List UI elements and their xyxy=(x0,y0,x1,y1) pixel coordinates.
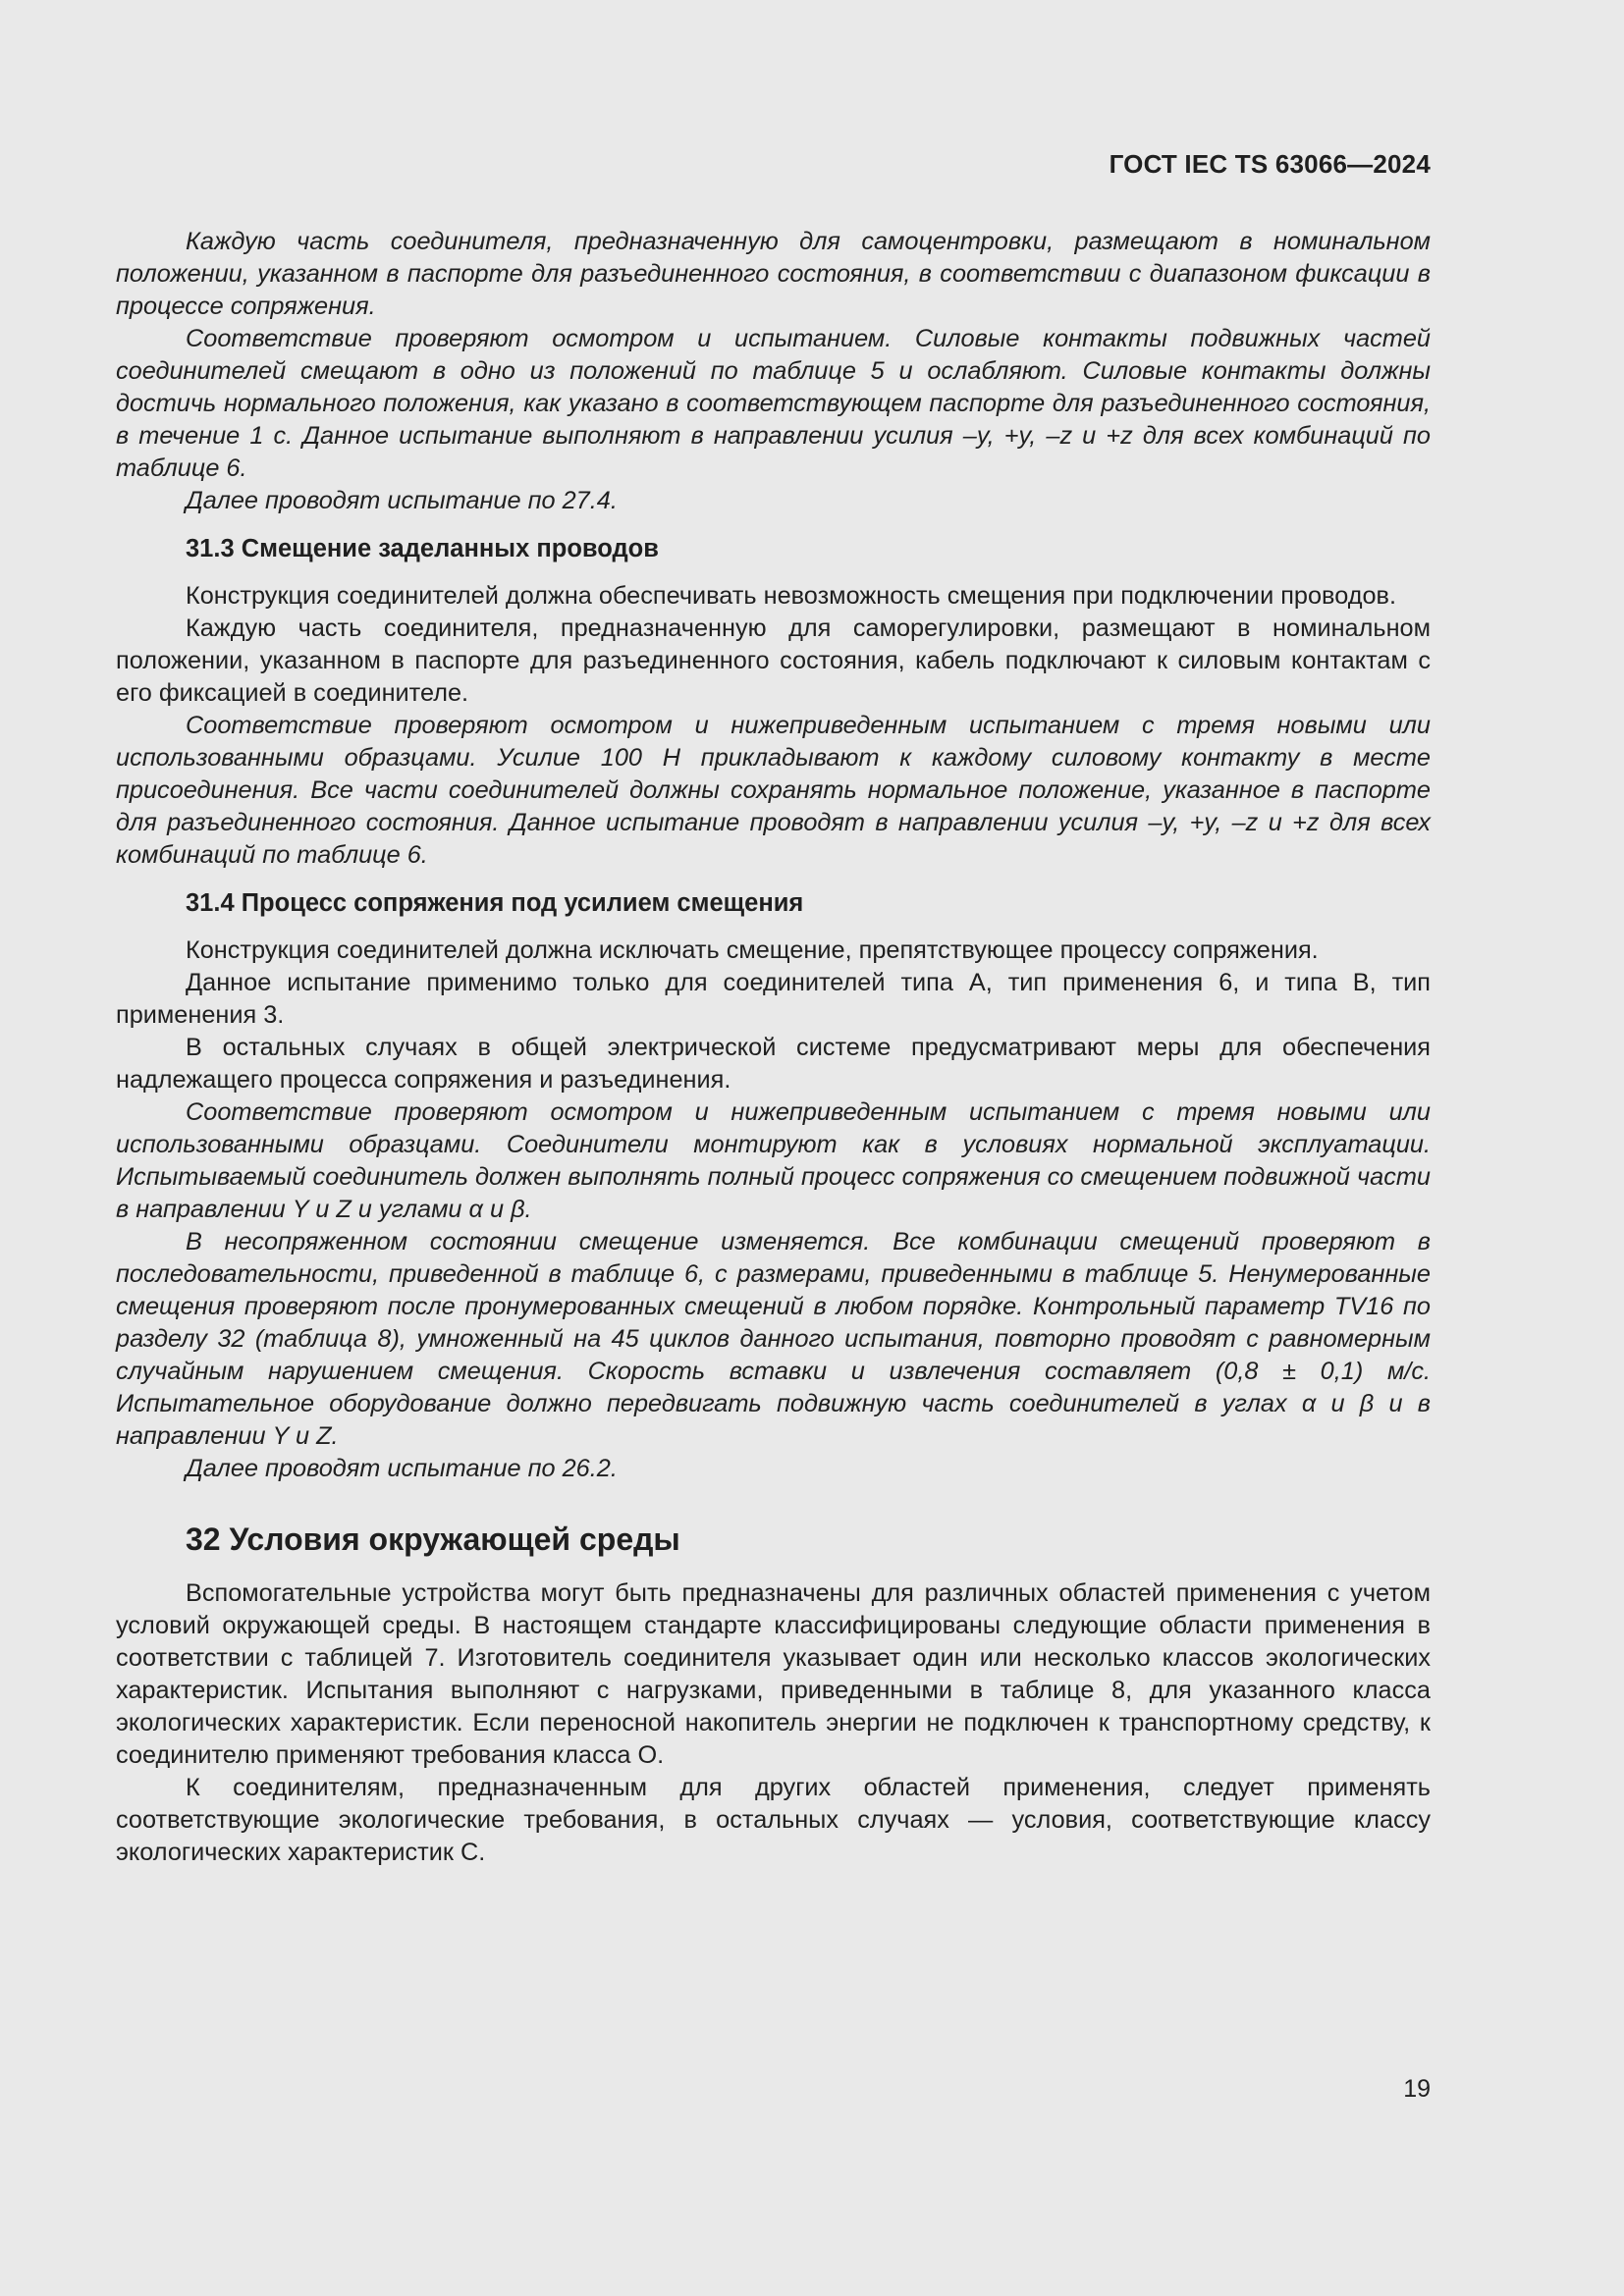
section-heading-32: 32 Условия окружающей среды xyxy=(186,1522,680,1557)
paragraph-compliance-mounting: Соответствие проверяют осмотром и нижеприведенным испытанием с тремя новыми или использованными образцами. Соединители монтируют как в условиях нормальной эксплуатации. Испытываемый соединитель должен выполнять полный процесс сопряжения со смещением подвижной части в направлении Y и Z и углами α и β. xyxy=(116,1098,1431,1223)
document-code-header: ГОСТ IEC TS 63066—2024 xyxy=(1109,149,1431,179)
paragraph-self-centering: Каждую часть соединителя, предназначенную для самоцентровки, размещают в номинальном положении, указанном в паспорте для разъединенного состояния, в соответствии с диапазоном фиксации в процессе сопряжения. xyxy=(116,228,1431,320)
page-number: 19 xyxy=(1403,2075,1431,2103)
paragraph-unmated-state: В несопряженном состоянии смещение изменяется. Все комбинации смещений проверяют в последовательности, приведенной в таблице 6, с размерами, приведенными в таблице 5. Ненумерованные смещения проверяют после пронумерованных смещений в любом порядке. Контрольный параметр TV16 по разделу 32 (таблица 8), умноженный на 45 циклов данного испытания, повторно проводят с равномерным случайным нарушением смещения. Скорость вставки и извлечения составляет (0,8 ± 0,1) м/с. Испытательное оборудование должно передвигать подвижную часть соединителей в углах α и β и в направлении Y и Z. xyxy=(116,1228,1431,1450)
paragraph-other-cases: В остальных случаях в общей электрической системе предусматривают меры для обеспечения надлежащего процесса сопряжения и разъединения. xyxy=(116,1034,1431,1094)
document-body xyxy=(116,226,1431,1869)
paragraph-self-adjusting: Каждую часть соединителя, предназначенную для саморегулировки, размещают в номинальном положении, указанном в паспорте для разъединенного состояния, кабель подключают к силовым контактам с его фиксацией в соединителе. xyxy=(116,614,1431,707)
paragraph-test-applicability: Данное испытание применимо только для соединителей типа А, тип применения 6, и типа В, тип применения 3. xyxy=(116,969,1431,1029)
paragraph-wire-displacement: Конструкция соединителей должна обеспечивать невозможность смещения при подключении проводов. xyxy=(186,582,1397,610)
paragraph-compliance-check: Соответствие проверяют осмотром и испытанием. Силовые контакты подвижных частей соединителей смещают в одно из положений по таблице 5 и ослабляют. Силовые контакты должны достичь нормального положения, как указано в соответствующем паспорте для разъединенного состояния, в течение 1 с. Данное испытание выполняют в направлении усилия –y, +y, –z и +z для всех комбинаций по таблице 6. xyxy=(116,325,1431,482)
paragraph-next-test-27-4: Далее проводят испытание по 27.4. xyxy=(186,487,618,514)
paragraph-compliance-100n: Соответствие проверяют осмотром и нижеприведенным испытанием с тремя новыми или использованными образцами. Усилие 100 Н прикладывают к каждому силовому контакту в месте присоединения. Все части соединителей должны сохранять нормальное положение, указанное в паспорте для разъединенного состояния. Данное испытание проводят в направлении усилия –y, +y, –z и +z для всех комбинаций по таблице 6. xyxy=(116,712,1431,869)
section-heading-31-4: 31.4 Процесс сопряжения под усилием смещения xyxy=(186,889,804,917)
paragraph-other-applications: К соединителям, предназначенным для других областей применения, следует применять соответствующие экологические требования, в остальных случаях — условия, соответствующие классу экологических характеристик С. xyxy=(116,1774,1431,1866)
paragraph-mating-design: Конструкция соединителей должна исключать смещение, препятствующее процессу сопряжения. xyxy=(186,936,1319,964)
section-heading-31-3: 31.3 Смещение заделанных проводов xyxy=(186,535,659,562)
paragraph-environment-classes: Вспомогательные устройства могут быть предназначены для различных областей применения с учетом условий окружающей среды. В настоящем стандарте классифицированы следующие области применения в соответствии с таблицей 7. Изготовитель соединителя указывает один или несколько классов экологических характеристик. Испытания выполняют с нагрузками, приведенными в таблице 8, для указанного класса экологических характеристик. Если переносной накопитель энергии не подключен к транспортному средству, к соединителю применяют требования класса О. xyxy=(116,1579,1431,1769)
paragraph-next-test-26-2: Далее проводят испытание по 26.2. xyxy=(186,1455,618,1482)
